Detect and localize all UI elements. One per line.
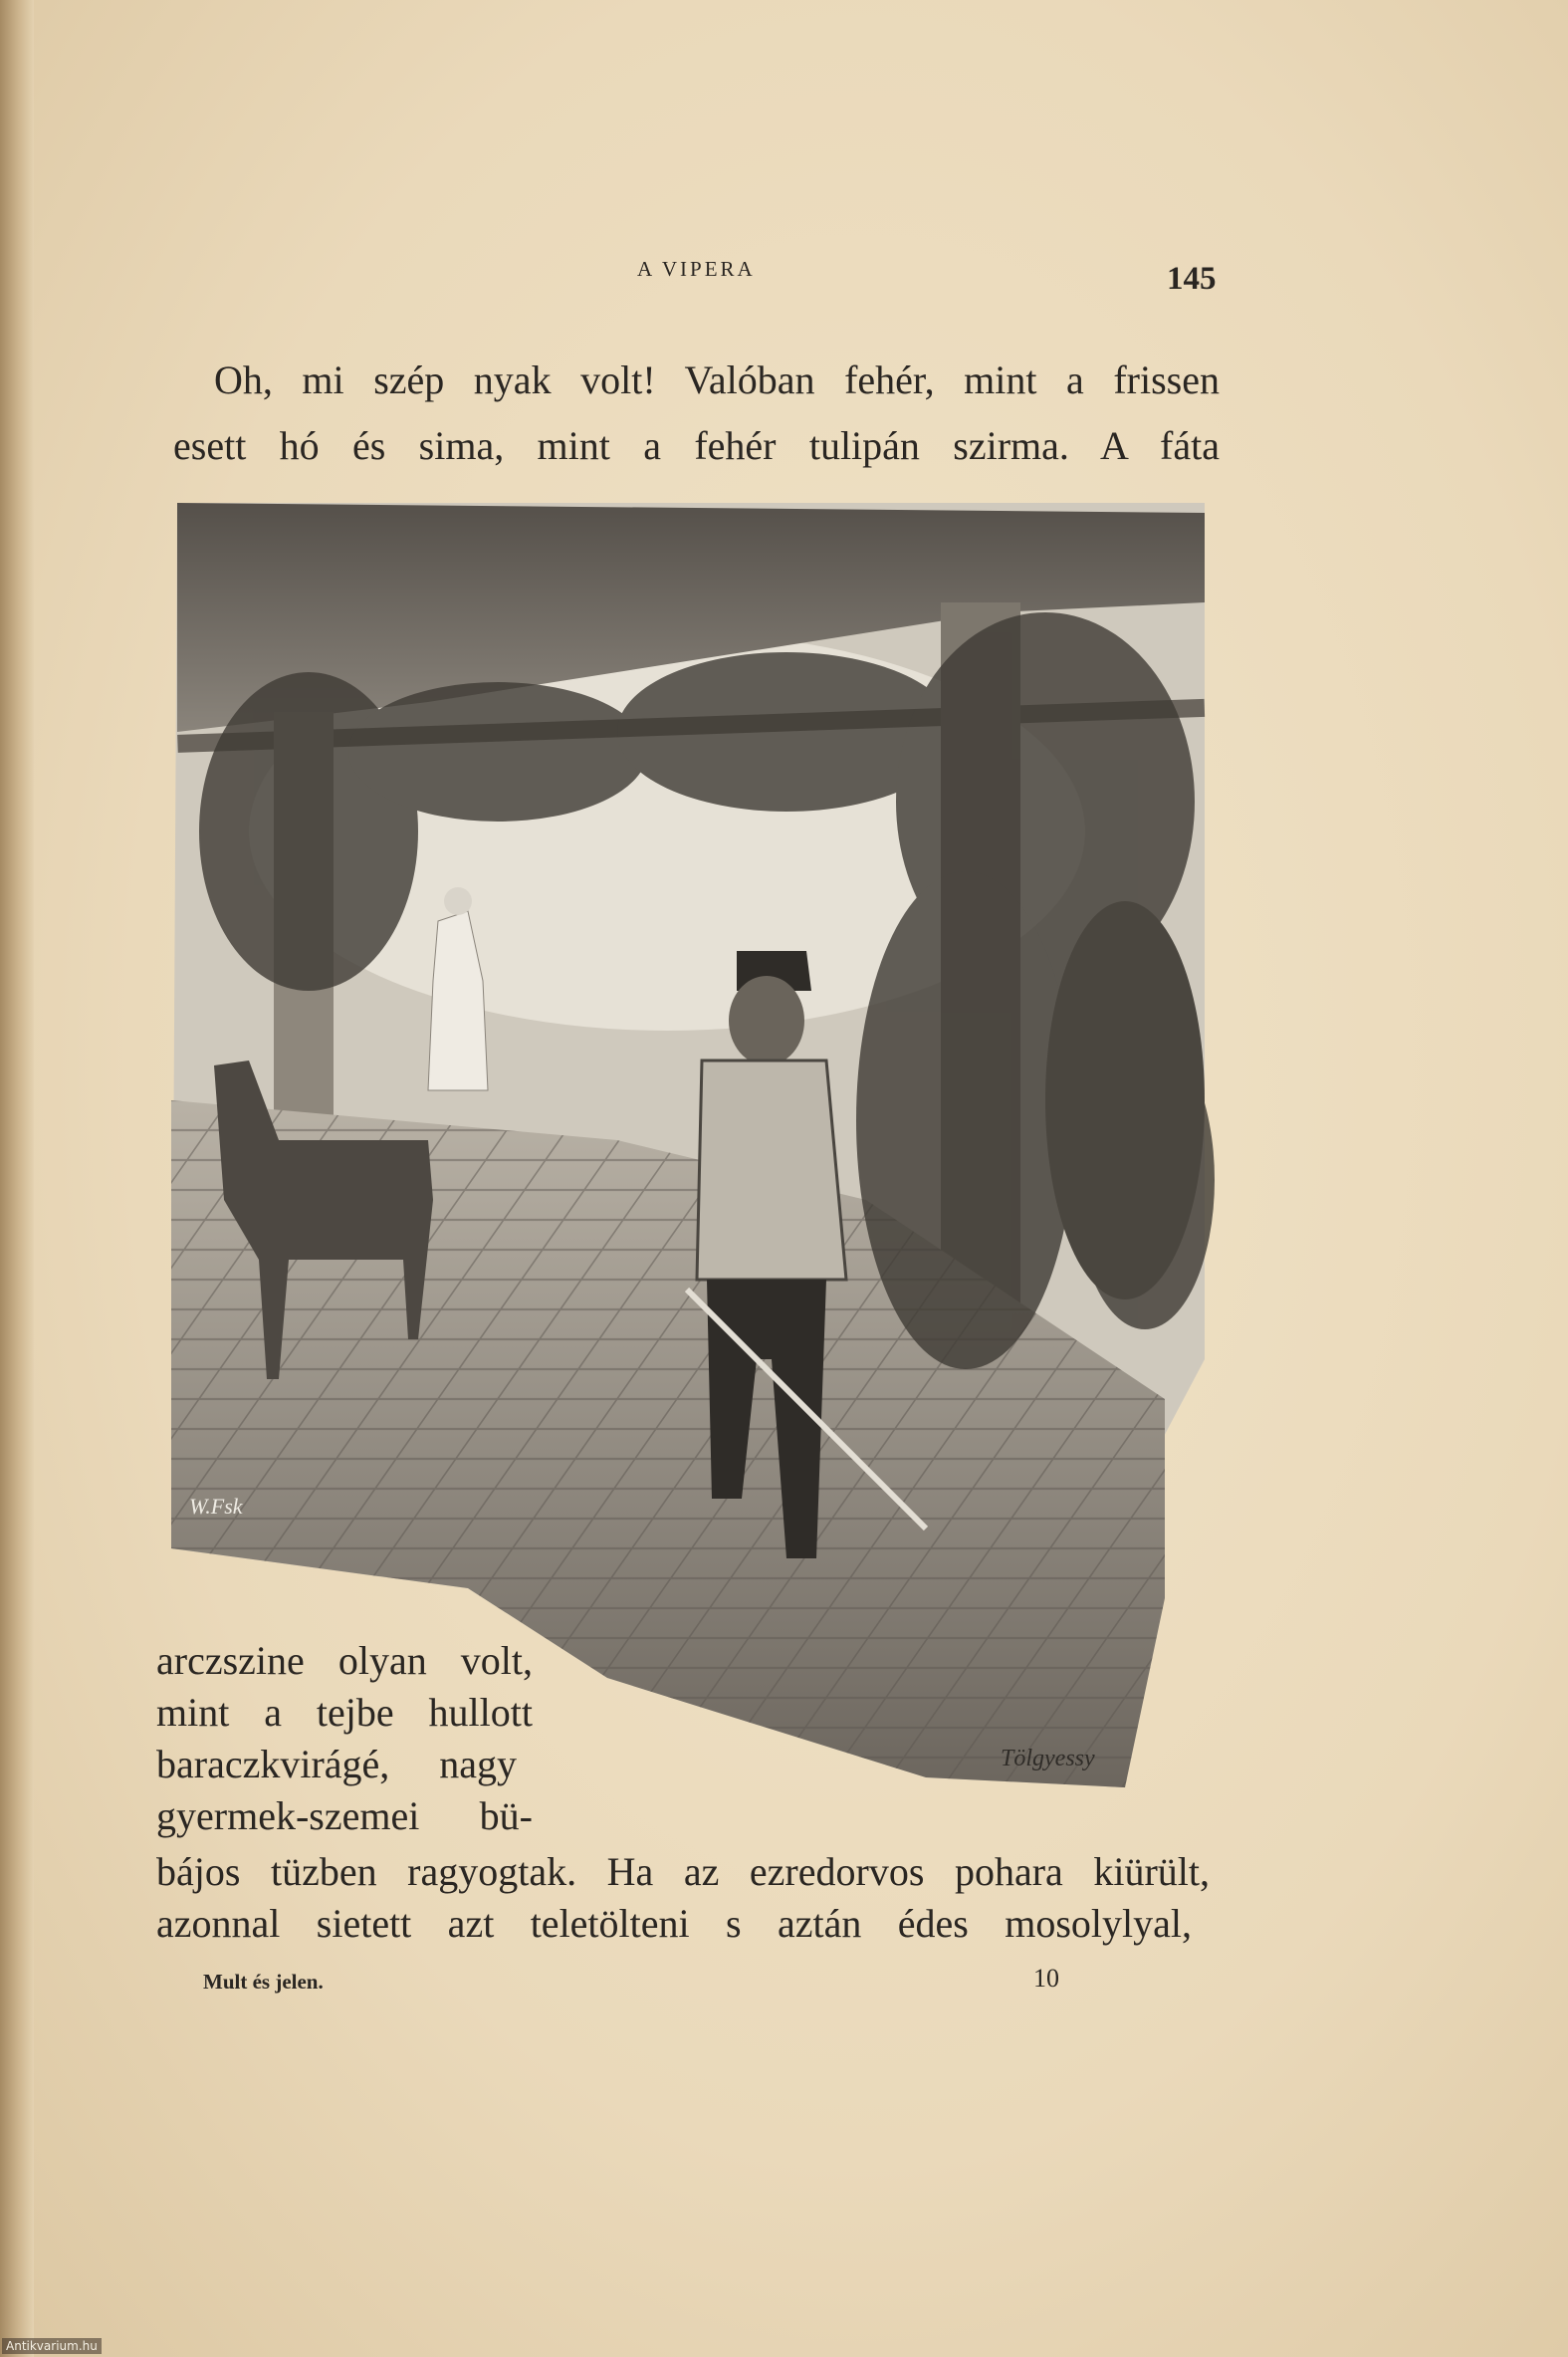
paragraph-line: Oh, mi szép nyak volt! Valóban fehér, mint a frissen (214, 357, 1220, 402)
paragraph-line: baraczkvirágé, nagy (156, 1742, 517, 1786)
paragraph-line: esett hó és sima, mint a fehér tulipán szirma. A fáta (173, 423, 1220, 468)
footer-book-title: Mult és jelen. (203, 1970, 324, 1994)
paragraph-line: mint a tejbe hullott (156, 1690, 533, 1735)
paragraph-line: gyermek-szemei bü- (156, 1793, 533, 1838)
paragraph-line: bájos tüzben ragyogtak. Ha az ezredorvos pohara kiürült, (156, 1849, 1210, 1894)
illustration-veranda-officer (169, 503, 1215, 1797)
running-title: A VIPERA (637, 257, 756, 281)
paragraph-line: arczszine olyan volt, (156, 1638, 533, 1683)
footer-signature-mark: 10 (1033, 1964, 1059, 1993)
artist-signature: Tölgyessy (1001, 1746, 1095, 1771)
page-number: 145 (1167, 261, 1217, 297)
watermark-label: Antikvarium.hu (2, 2338, 102, 2354)
paragraph-line: azonnal sietett azt teletölteni s aztán édes mosolylyal, (156, 1901, 1192, 1946)
artist-monogram: W.Fsk (189, 1494, 243, 1519)
page-gutter (0, 0, 34, 2357)
